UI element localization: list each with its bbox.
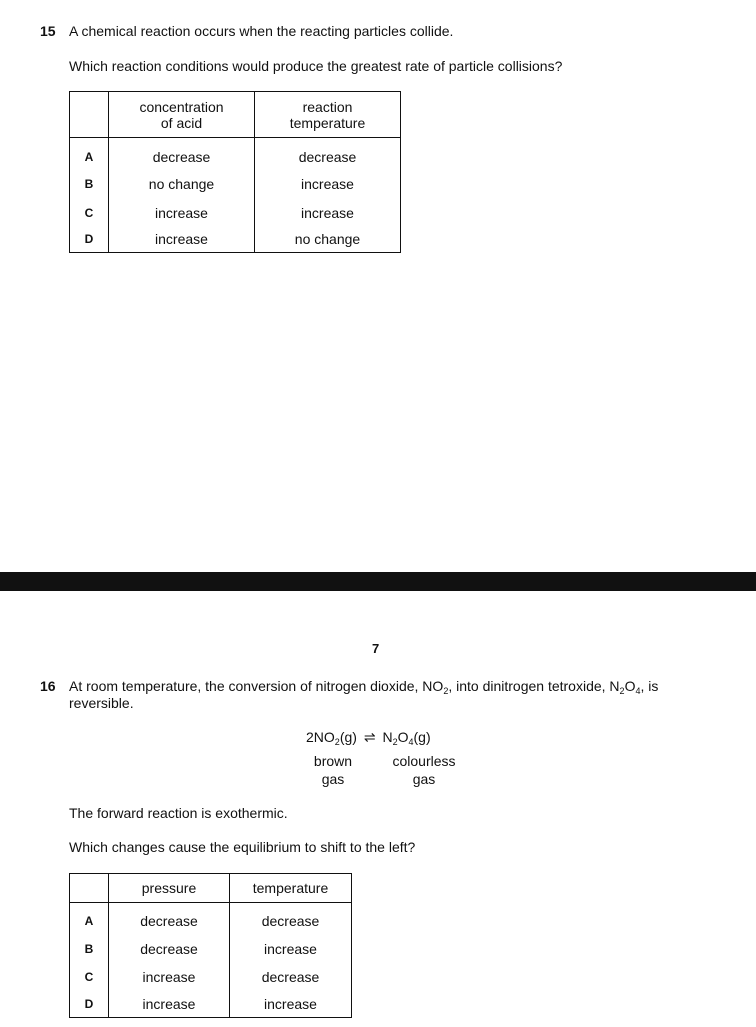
q15-option-temperature: decrease bbox=[255, 138, 401, 170]
left-species-label bbox=[302, 752, 364, 788]
stem-text: O bbox=[624, 678, 636, 694]
equilibrium-equation bbox=[306, 729, 431, 746]
question-number-16: 16 bbox=[40, 678, 56, 694]
page-number: 7 bbox=[372, 641, 380, 656]
q16-option-temperature: decrease bbox=[230, 963, 352, 992]
q16-option-pressure: increase bbox=[109, 963, 230, 992]
subscript: 4 bbox=[408, 737, 414, 747]
label-line: gas bbox=[321, 771, 345, 787]
q16-option-pressure: decrease bbox=[109, 903, 230, 935]
equation-term: 2NO bbox=[306, 729, 335, 745]
subscript: 4 bbox=[635, 686, 641, 696]
stem-text: , into dinitrogen tetroxide, N bbox=[448, 678, 620, 694]
q16-option-letter: B bbox=[84, 941, 94, 956]
q16-option-letter: C bbox=[84, 970, 94, 984]
equation-term: O bbox=[397, 729, 409, 745]
subscript: 2 bbox=[443, 686, 449, 696]
q15-header-temperature-line2: temperature bbox=[289, 114, 366, 131]
q15-option-letter: B bbox=[84, 177, 94, 191]
q16-option-row-a[interactable] bbox=[70, 903, 352, 935]
q16-options-table bbox=[69, 873, 352, 1018]
question-16-stem-line2: reversible. bbox=[69, 695, 134, 711]
question-16-stem bbox=[69, 678, 719, 694]
q16-header-temperature: temperature bbox=[230, 874, 352, 903]
q15-option-concentration: increase bbox=[109, 227, 255, 253]
equilibrium-arrow-icon: ⇌ bbox=[363, 729, 376, 745]
q16-header-pressure: pressure bbox=[109, 874, 230, 903]
equation-term: (g) bbox=[339, 729, 357, 745]
q15-option-letter: A bbox=[84, 149, 94, 164]
label-line: colourless bbox=[392, 753, 456, 769]
q15-header-temperature bbox=[255, 92, 401, 138]
question-number-15: 15 bbox=[40, 23, 56, 39]
q15-option-concentration: decrease bbox=[109, 138, 255, 170]
page-divider bbox=[0, 572, 756, 591]
stem-text: , is bbox=[640, 678, 659, 694]
q16-option-letter: D bbox=[84, 997, 94, 1012]
q16-option-pressure: decrease bbox=[109, 935, 230, 963]
q16-option-row-c[interactable] bbox=[70, 963, 352, 992]
q15-options-table bbox=[69, 91, 401, 253]
q16-option-row-d[interactable] bbox=[70, 992, 352, 1018]
q15-option-row-c[interactable] bbox=[70, 199, 401, 227]
q15-option-row-a[interactable] bbox=[70, 138, 401, 170]
label-line: brown bbox=[313, 753, 353, 769]
question-16-prompt: Which changes cause the equilibrium to shift to the left? bbox=[69, 839, 416, 855]
q15-header-temperature-line1: reaction bbox=[302, 98, 353, 115]
q15-option-letter: D bbox=[84, 232, 94, 247]
question-15-prompt: Which reaction conditions would produce the greatest rate of particle collisions? bbox=[69, 58, 563, 74]
stem-text: At room temperature, the conversion of nitrogen dioxide, NO bbox=[69, 678, 444, 694]
q15-header-concentration-line2: of acid bbox=[160, 114, 203, 131]
q15-header-concentration-line1: concentration bbox=[139, 98, 224, 115]
subscript: 2 bbox=[619, 686, 625, 696]
right-species-label bbox=[386, 752, 462, 788]
question-15-stem: A chemical reaction occurs when the reacting particles collide. bbox=[69, 23, 454, 39]
q15-header-concentration bbox=[109, 92, 255, 138]
q15-option-temperature: increase bbox=[255, 199, 401, 227]
q15-option-row-d[interactable] bbox=[70, 227, 401, 253]
q15-option-concentration: increase bbox=[109, 199, 255, 227]
q16-header-blank bbox=[70, 874, 109, 903]
q15-option-concentration: no change bbox=[109, 170, 255, 199]
q16-option-pressure: increase bbox=[109, 992, 230, 1018]
q15-option-letter: C bbox=[84, 205, 94, 220]
question-16-statement: The forward reaction is exothermic. bbox=[69, 805, 288, 821]
label-line: gas bbox=[412, 771, 436, 787]
q15-option-temperature: no change bbox=[255, 227, 401, 253]
q16-option-row-b[interactable] bbox=[70, 935, 352, 963]
q16-option-letter: A bbox=[84, 913, 94, 928]
q15-option-row-b[interactable] bbox=[70, 170, 401, 199]
equation-term: (g) bbox=[413, 729, 431, 745]
q15-option-temperature: increase bbox=[255, 170, 401, 199]
q16-option-temperature: decrease bbox=[230, 903, 352, 935]
q16-option-temperature: increase bbox=[230, 935, 352, 963]
equation-term: N bbox=[382, 729, 393, 745]
subscript: 2 bbox=[334, 737, 340, 747]
subscript: 2 bbox=[392, 737, 398, 747]
q16-option-temperature: increase bbox=[230, 992, 352, 1018]
q15-header-blank bbox=[70, 92, 109, 138]
